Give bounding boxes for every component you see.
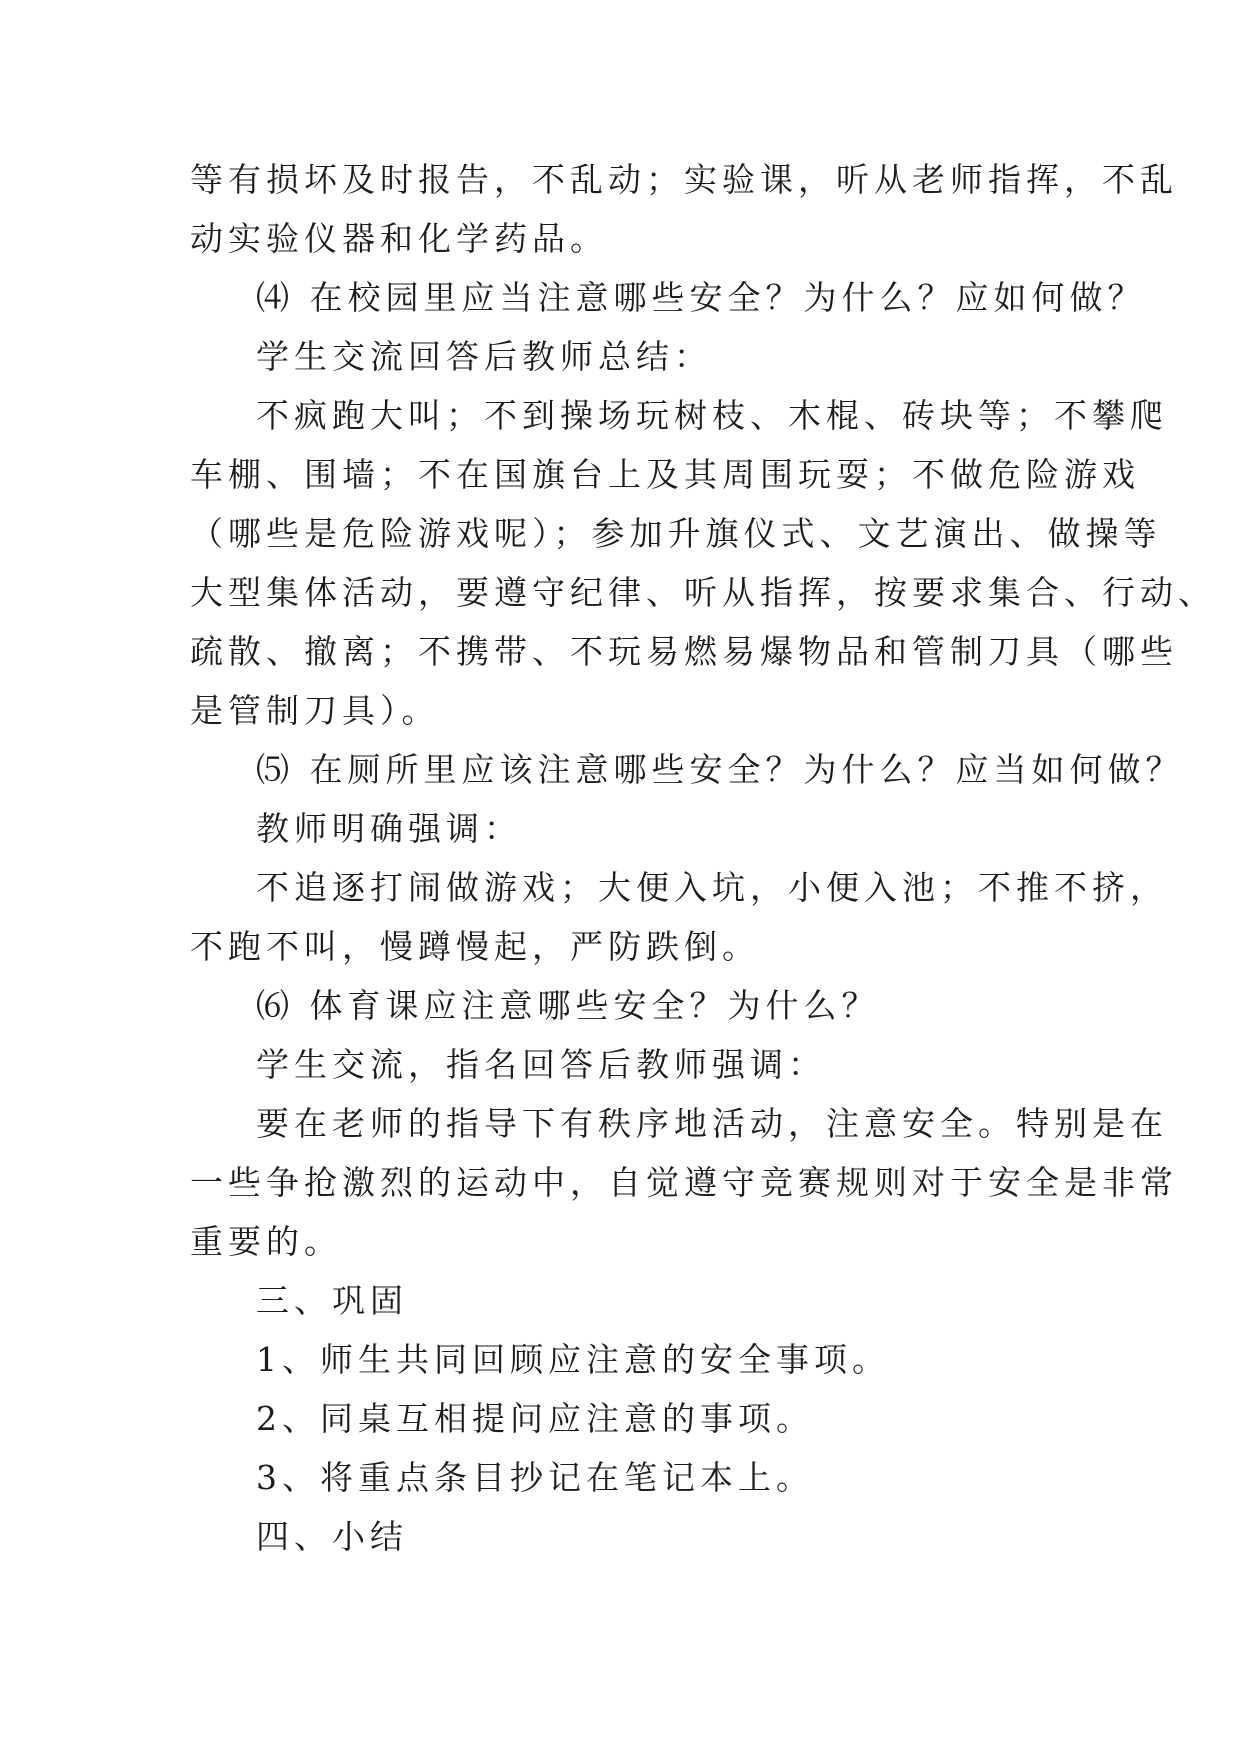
text-line: 学生交流回答后教师总结： (256, 337, 712, 376)
question-line: ⑸ 在厕所里应该注意哪些安全？为什么？应当如何做？ (256, 750, 1184, 789)
text-line: 大型集体活动，要遵守纪律、听从指挥，按要求集合、行动、 (190, 573, 1216, 612)
question-line: ⑹ 体育课应注意哪些安全？为什么？ (256, 986, 880, 1025)
list-item: 3、将重点条目抄记在笔记本上。 (256, 1458, 814, 1497)
document-body (190, 150, 1216, 1566)
text-line: 学生交流，指名回答后教师强调： (256, 1045, 826, 1084)
paragraph-start: 不疯跑大叫；不到操场玩树枝、木棍、砖块等；不攀爬 (256, 396, 1168, 435)
text-line: 不跑不叫，慢蹲慢起，严防跌倒。 (190, 927, 760, 966)
list-item: 2、同桌互相提问应注意的事项。 (256, 1399, 814, 1438)
paragraph-start: 不追逐打闹做游戏；大便入坑，小便入池；不推不挤， (256, 868, 1168, 907)
text-line: 疏散、撤离；不携带、不玩易燃易爆物品和管制刀具（哪些 (190, 632, 1178, 671)
text-line: 是管制刀具）。 (190, 691, 440, 730)
text-line: 一些争抢激烈的运动中，自觉遵守竞赛规则对于安全是非常 (190, 1163, 1178, 1202)
text-line: 教师明确强调： (256, 809, 522, 848)
section-heading: 三、巩固 (256, 1281, 408, 1320)
text-line: 车棚、围墙；不在国旗台上及其周围玩耍；不做危险游戏 (190, 455, 1140, 494)
section-heading: 四、小结 (256, 1517, 408, 1556)
text-line: 动实验仪器和化学药品。 (190, 219, 608, 258)
list-item: 1、师生共同回顾应注意的安全事项。 (256, 1340, 890, 1379)
text-line: 等有损坏及时报告，不乱动；实验课，听从老师指挥，不乱 (190, 160, 1178, 199)
text-line: 重要的。 (190, 1222, 342, 1261)
text-line: （哪些是危险游戏呢）；参加升旗仪式、文艺演出、做操等 (190, 514, 1162, 553)
question-line: ⑷ 在校园里应当注意哪些安全？为什么？应如何做？ (256, 278, 1146, 317)
paragraph-start: 要在老师的指导下有秩序地活动，注意安全。特别是在 (256, 1104, 1168, 1143)
